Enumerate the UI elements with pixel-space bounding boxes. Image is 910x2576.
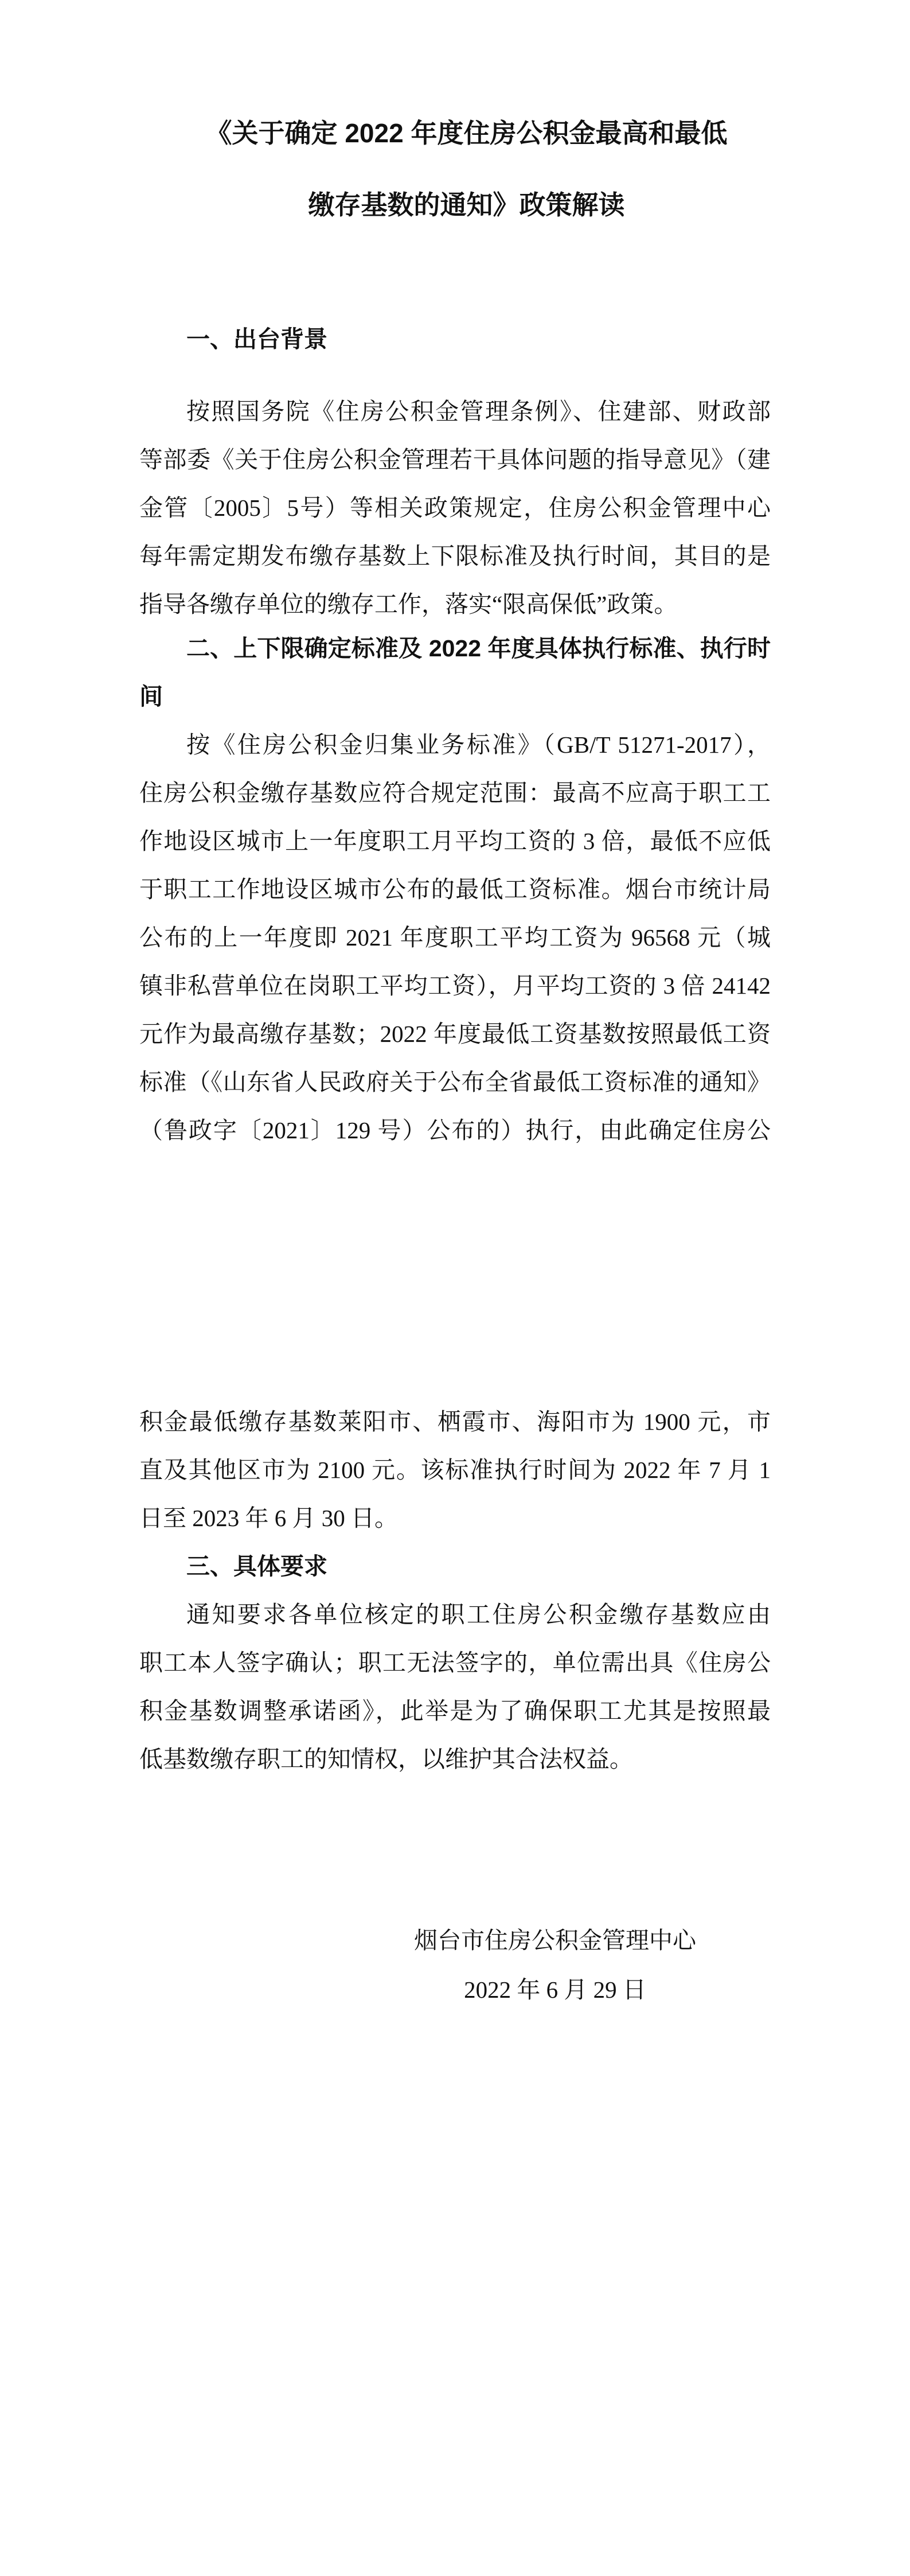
section-2-paragraph-line: 按《住房公积金归集业务标准》（GB/T 51271-2017）， (186, 731, 771, 758)
section-2-paragraph-line: 作地设区城市上一年度职工月平均工资的 3 倍，最低不应低 (139, 828, 771, 854)
section-3-paragraph-line: 积金基数调整承诺函》，此举是为了确保职工尤其是按照最 (139, 1698, 771, 1724)
section-2-paragraph-line: 积金最低缴存基数莱阳市、栖霞市、海阳市为 1900 元，市 (139, 1408, 771, 1435)
section-2-paragraph-line: 于职工工作地设区城市公布的最低工资标准。烟台市统计局 (139, 876, 771, 902)
section-2-heading-line-2: 间 (139, 683, 163, 710)
signature-date: 2022 年 6 月 29 日 (464, 1976, 646, 2003)
section-2-paragraph-line: 元作为最高缴存基数；2022 年度最低工资基数按照最低工资 (139, 1021, 771, 1047)
section-1-paragraph-line: 指导各缴存单位的缴存工作，落实“限高保低”政策。 (139, 591, 678, 617)
section-1-paragraph-line: 金管〔2005〕5号）等相关政策规定，住房公积金管理中心 (139, 495, 771, 521)
section-2-heading-line-1: 二、上下限确定标准及 2022 年度具体执行标准、执行时 (186, 635, 771, 661)
section-3-paragraph-line: 低基数缴存职工的知情权，以维护其合法权益。 (139, 1746, 633, 1772)
doc-title-line-1: 《关于确定 2022 年度住房公积金最高和最低 (205, 118, 728, 148)
signature-organization: 烟台市住房公积金管理中心 (414, 1927, 696, 1954)
section-2-paragraph-line: 直及其他区市为 2100 元。该标准执行时间为 2022 年 7 月 1 (139, 1457, 771, 1483)
section-1-paragraph-line: 每年需定期发布缴存基数上下限标准及执行时间，其目的是 (139, 543, 771, 569)
section-2-paragraph-line: （鲁政字〔2021〕129 号）公布的）执行，由此确定住房公 (139, 1117, 771, 1143)
section-1-paragraph-line: 按照国务院《住房公积金管理条例》、住建部、财政部 (186, 398, 771, 425)
section-2-paragraph-line: 镇非私营单位在岗职工平均工资），月平均工资的 3 倍 24142 (139, 972, 771, 999)
doc-title-line-2: 缴存基数的通知》政策解读 (308, 190, 625, 220)
section-3-paragraph-line: 职工本人签字确认；职工无法签字的，单位需出具《住房公 (139, 1649, 771, 1676)
section-2-paragraph-line: 公布的上一年度即 2021 年度职工平均工资为 96568 元（城 (139, 924, 771, 951)
section-2-paragraph-line: 日至 2023 年 6 月 30 日。 (139, 1505, 398, 1531)
section-1-heading: 一、出台背景 (186, 326, 327, 352)
section-3-heading: 三、具体要求 (186, 1553, 327, 1579)
section-3-paragraph-line: 通知要求各单位核定的职工住房公积金缴存基数应由 (186, 1601, 771, 1628)
section-2-paragraph-line: 标准（《山东省人民政府关于公布全省最低工资标准的通知》 (139, 1069, 771, 1095)
section-2-paragraph-line: 住房公积金缴存基数应符合规定范围：最高不应高于职工工 (139, 780, 771, 806)
section-1-paragraph-line: 等部委《关于住房公积金管理若干具体问题的指导意见》（建 (139, 446, 771, 473)
